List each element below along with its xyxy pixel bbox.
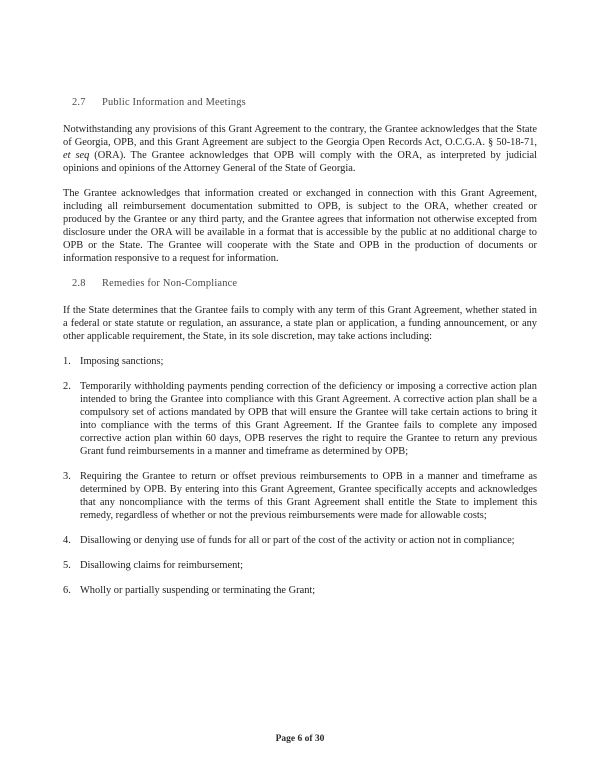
paragraph-ora-compliance — [63, 123, 537, 175]
list-item-number: 2. — [63, 381, 71, 392]
list-item-number: 5. — [63, 560, 71, 571]
page-number-footer: Page 6 of 30 — [275, 734, 325, 744]
list-item-number: 6. — [63, 585, 71, 596]
remedies-list — [63, 355, 537, 597]
paragraph-text-part: Notwithstanding any provisions of this Grant Agreement to the contrary, the Grantee acknowledges that the State of Georgia, OPB, and this Grant Agreement are subject to the Georgia Open Records Act, O.C.G.A. § 50-18-71, — [63, 124, 537, 148]
list-item — [63, 380, 537, 458]
list-item-text: Disallowing or denying use of funds for all or part of the cost of the activity or action not in compliance; — [80, 535, 515, 546]
list-item-text: Requiring the Grantee to return or offset previous reimbursements to OPB in a manner and timeframe as determined by OPB. By entering into this Grant Agreement, Grantee specifically accepts and acknowledges that any noncompliance with the terms of this Grant Agreement shall entitle the State to implement this remedy, regardless of whether or not the previous reimbursements were made for allowable costs; — [80, 471, 537, 521]
paragraph-remedies-intro: If the State determines that the Grantee fails to comply with any term of this Grant Agreement, whether stated in a federal or state statute or regulation, an assurance, a state plan or application, a funding announcement, or any other applicable requirement, the State, in its sole discretion, may take actions including: — [63, 305, 537, 342]
list-item — [63, 534, 537, 547]
section-heading-2-7 — [72, 96, 537, 109]
list-item-text: Temporarily withholding payments pending correction of the deficiency or imposing a corrective action plan intended to bring the Grantee into compliance with this Grant Agreement. A corrective action plan shall be a compulsory set of actions mandated by OPB that will ensure the Grantee will take certain actions to bring it into compliance with the terms of this Grant Agreement. If the Grantee fails to complete any imposed corrective action plan within 60 days, OPB reserves the right to require the Grantee to return any previous Grant fund reimbursements in a manner and timeframe as determined by OPB; — [80, 381, 537, 457]
section-heading-2-8 — [72, 277, 537, 290]
list-item-text: Disallowing claims for reimbursement; — [80, 560, 244, 571]
section-number: 2.7 — [72, 97, 86, 108]
list-item — [63, 584, 537, 597]
italic-term: et seq — [63, 150, 90, 161]
list-item-text: Imposing sanctions; — [80, 356, 164, 367]
paragraph-information-access: The Grantee acknowledges that information created or exchanged in connection with this Grant Agreement, including all reimbursement documentation submitted to OPB, is subject to the ORA, whether created or produced by the Grantee or any third party, and the Grantee agrees that information not otherwise excepted from disclosure under the ORA will be available in a format that is accessible by the public at no additional charge to OPB or the State. The Grantee will cooperate with the State and OPB in the production of documents or information responsive to a request for information. — [63, 188, 537, 264]
list-item-number: 1. — [63, 356, 71, 367]
section-title: Remedies for Non-Compliance — [102, 278, 238, 289]
section-title: Public Information and Meetings — [102, 97, 246, 108]
list-item — [63, 559, 537, 572]
list-item-text: Wholly or partially suspending or terminating the Grant; — [80, 585, 316, 596]
list-item — [63, 470, 537, 522]
section-number: 2.8 — [72, 278, 86, 289]
list-item-number: 3. — [63, 471, 71, 482]
list-item-number: 4. — [63, 535, 71, 546]
list-item — [63, 355, 537, 368]
paragraph-text-part: (ORA). The Grantee acknowledges that OPB will comply with the ORA, as interpreted by judicial opinions and opinions of the Attorney General of the State of Georgia. — [63, 150, 538, 174]
